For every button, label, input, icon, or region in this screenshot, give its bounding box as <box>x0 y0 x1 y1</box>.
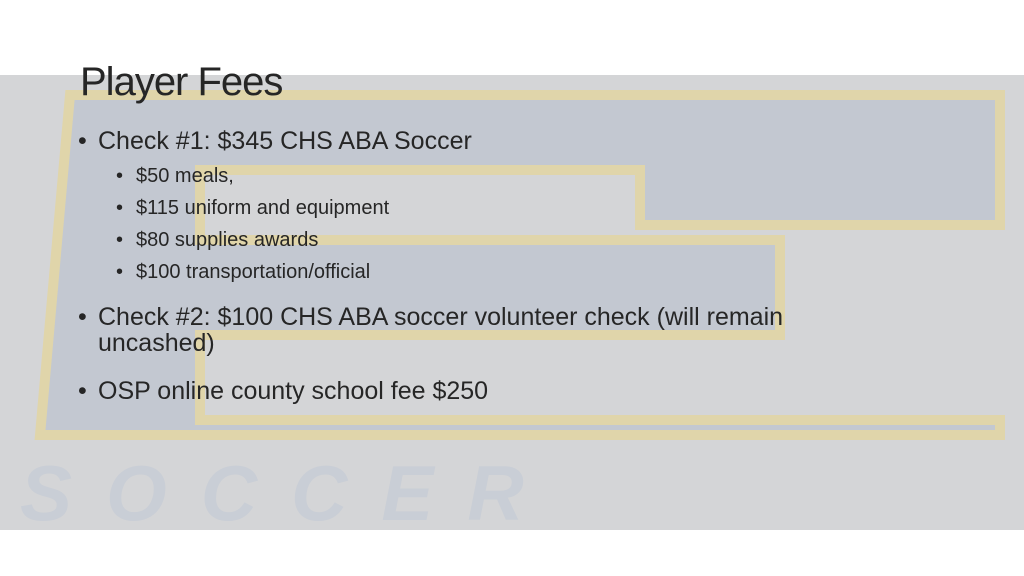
list-item <box>78 304 978 356</box>
sub-list-item <box>116 228 978 252</box>
sub-list-item <box>116 260 978 284</box>
bullet-icon: • <box>78 303 87 331</box>
sub-list-item <box>116 196 978 220</box>
page-title: Player Fees <box>80 60 283 104</box>
sub-bullet-text: $50 meals, <box>136 165 234 187</box>
bullet-icon: • <box>116 261 124 283</box>
sub-bullet-text: $115 uniform and equipment <box>136 197 390 219</box>
bullet-icon: • <box>116 229 124 251</box>
bullet-icon: • <box>116 197 124 219</box>
list-item <box>78 128 978 154</box>
bullet-icon: • <box>78 127 87 155</box>
bullet-text: OSP online county school fee $250 <box>98 377 489 405</box>
bullet-icon: • <box>116 165 124 187</box>
sub-list-item <box>116 164 978 188</box>
sub-bullet-text: $100 transportation/official <box>136 261 371 283</box>
bullet-icon: • <box>78 377 87 405</box>
bullet-text: Check #2: $100 CHS ABA soccer volunteer check (will remain uncashed) <box>98 303 784 357</box>
bullet-text: Check #1: $345 CHS ABA Soccer <box>98 127 472 155</box>
sub-bullet-text: $80 supplies awards <box>136 229 319 251</box>
list-item <box>78 378 978 404</box>
bullet-list <box>78 128 978 414</box>
watermark-text: SOCCER <box>20 449 558 530</box>
